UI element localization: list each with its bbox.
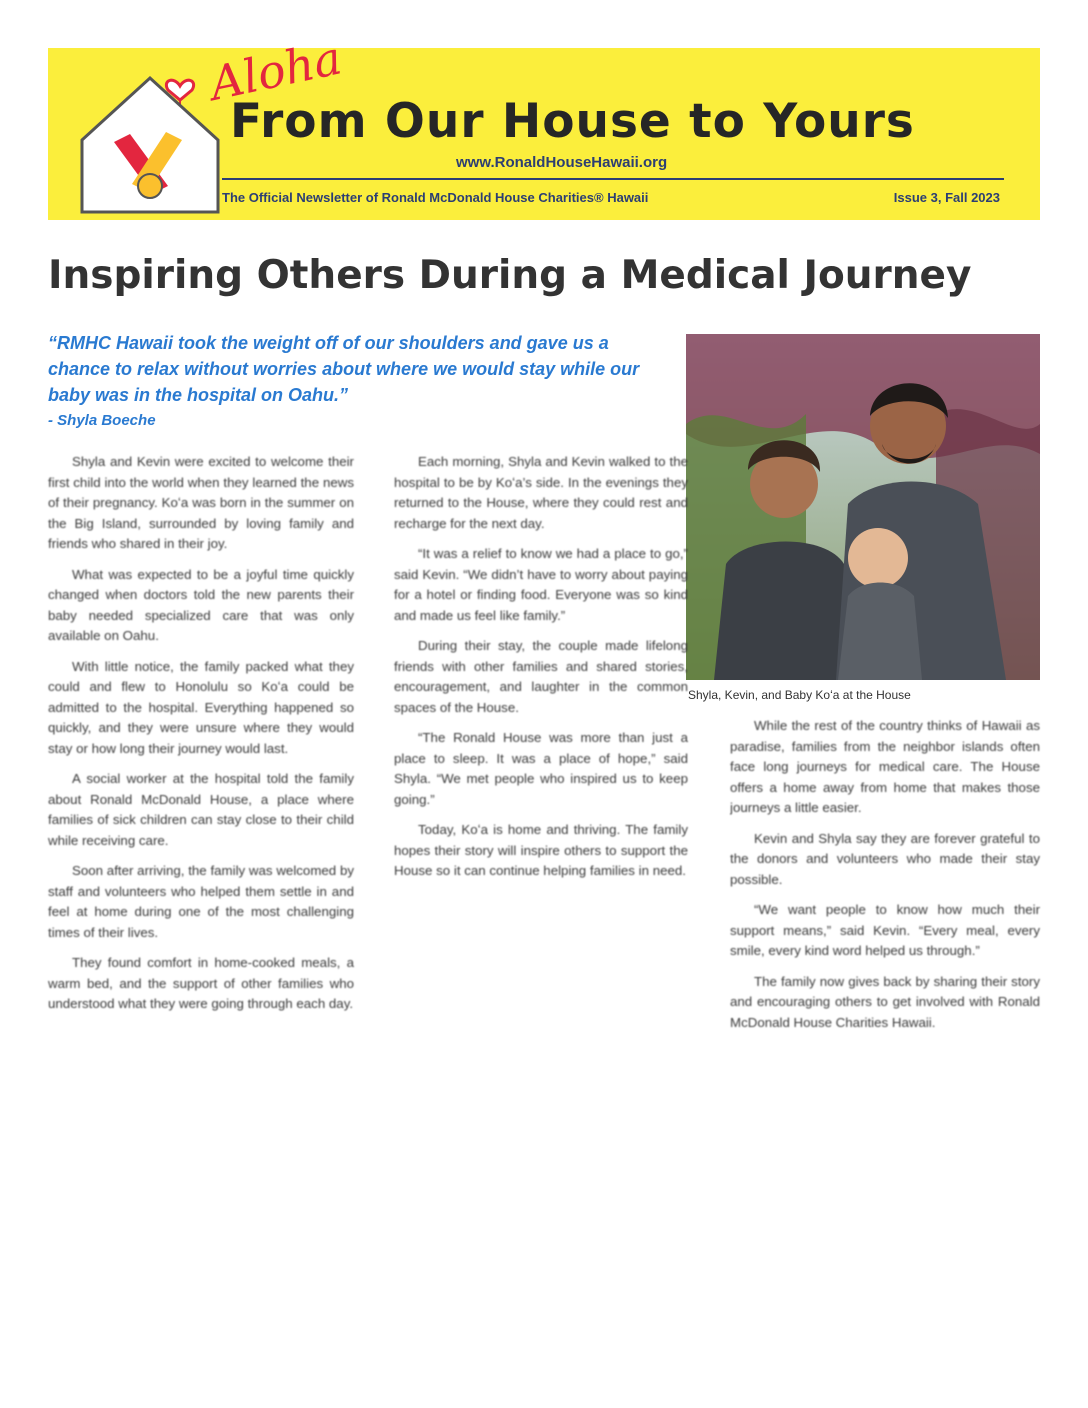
article-paragraph: “The Ronald House was more than just a place to sleep. It was a place of hope,” said Shyla. “We met people who inspired us to keep going.” <box>394 730 688 807</box>
article-column-3 <box>730 716 1040 1326</box>
article-paragraph: “It was a relief to know we had a place to go,” said Kevin. “We didn’t have to worry about paying for a hotel or finding food. Everyone was so kind and made us feel like family.” <box>394 546 688 623</box>
aloha-script: Aloha <box>205 30 347 111</box>
newsletter-line: The Official Newsletter of Ronald McDonald House Charities® Hawaii <box>222 190 649 205</box>
pull-quote-author: - Shyla Boeche <box>48 412 156 429</box>
article-headline: Inspiring Others During a Medical Journey <box>48 253 972 298</box>
article-paragraph: What was expected to be a joyful time quickly changed when doctors told the new parents their baby needed specialized care that was only available on Oahu. <box>48 566 354 643</box>
article-paragraph: They found comfort in home-cooked meals, a warm bed, and the support of other families who understood what they were going through each day. <box>48 955 354 1011</box>
article-paragraph: Each morning, Shyla and Kevin walked to the hospital to be by Koʻa’s side. In the evenings they returned to the House, where they could rest and recharge for the next day. <box>394 454 688 531</box>
pull-quote <box>48 330 658 434</box>
article-paragraph: During their stay, the couple made lifelong friends with other families and shared stories, encouragement, and laughter in the common spaces of the House. <box>394 638 688 715</box>
pull-quote-text: “RMHC Hawaii took the weight off of our shoulders and gave us a chance to relax without worries about where we would stay while our baby was in the hospital on Oahu.” <box>48 333 640 405</box>
article-paragraph: “We want people to know how much their support means,” said Kevin. “Every meal, every smile, every kind word helped us through.” <box>730 902 1040 958</box>
article-paragraph: Shyla and Kevin were excited to welcome their first child into the world when they learned the news of their pregnancy. Koʻa was born in the summer on the Big Island, surrounded by loving family and friends who shared in their joy. <box>48 454 354 551</box>
masthead-title: From Our House to Yours <box>230 94 915 149</box>
article-paragraph: While the rest of the country thinks of Hawaii as paradise, families from the neighbor islands often face long journeys for medical care. The House offers a home away from home that makes those journeys a little easier. <box>730 718 1040 815</box>
article-paragraph: Today, Koʻa is home and thriving. The family hopes their story will inspire others to support the House so it can continue helping families in need. <box>394 822 688 878</box>
masthead-divider <box>222 178 1004 180</box>
masthead-url[interactable]: www.RonaldHouseHawaii.org <box>456 154 668 171</box>
article-paragraph: A social worker at the hospital told the family about Ronald McDonald House, a place where families of sick children can stay close to their child while receiving care. <box>48 771 354 848</box>
article-paragraph: Kevin and Shyla say they are forever grateful to the donors and volunteers who made their stay possible. <box>730 830 1040 887</box>
article-paragraph: With little notice, the family packed what they could and flew to Honolulu so Koʻa could be admitted to the hospital. Everything happened so quickly, and they were unsure where they would stay or how long their journey would last. <box>48 658 354 756</box>
photo-caption: Shyla, Kevin, and Baby Koʻa at the House <box>688 688 911 702</box>
article-column-2 <box>394 452 688 1352</box>
family-photo <box>686 334 1040 680</box>
house-logo-icon <box>70 56 230 216</box>
article-paragraph: Soon after arriving, the family was welcomed by staff and volunteers who helped them settle in and feel at home during one of the most challenging times of their lives. <box>48 863 354 940</box>
issue-label: Issue 3, Fall 2023 <box>893 190 1000 205</box>
masthead <box>48 30 1040 220</box>
article-paragraph: The family now gives back by sharing their story and encouraging others to get involved with Ronald McDonald House Charities Hawaii. <box>730 973 1040 1030</box>
article-column-1 <box>48 452 354 1352</box>
